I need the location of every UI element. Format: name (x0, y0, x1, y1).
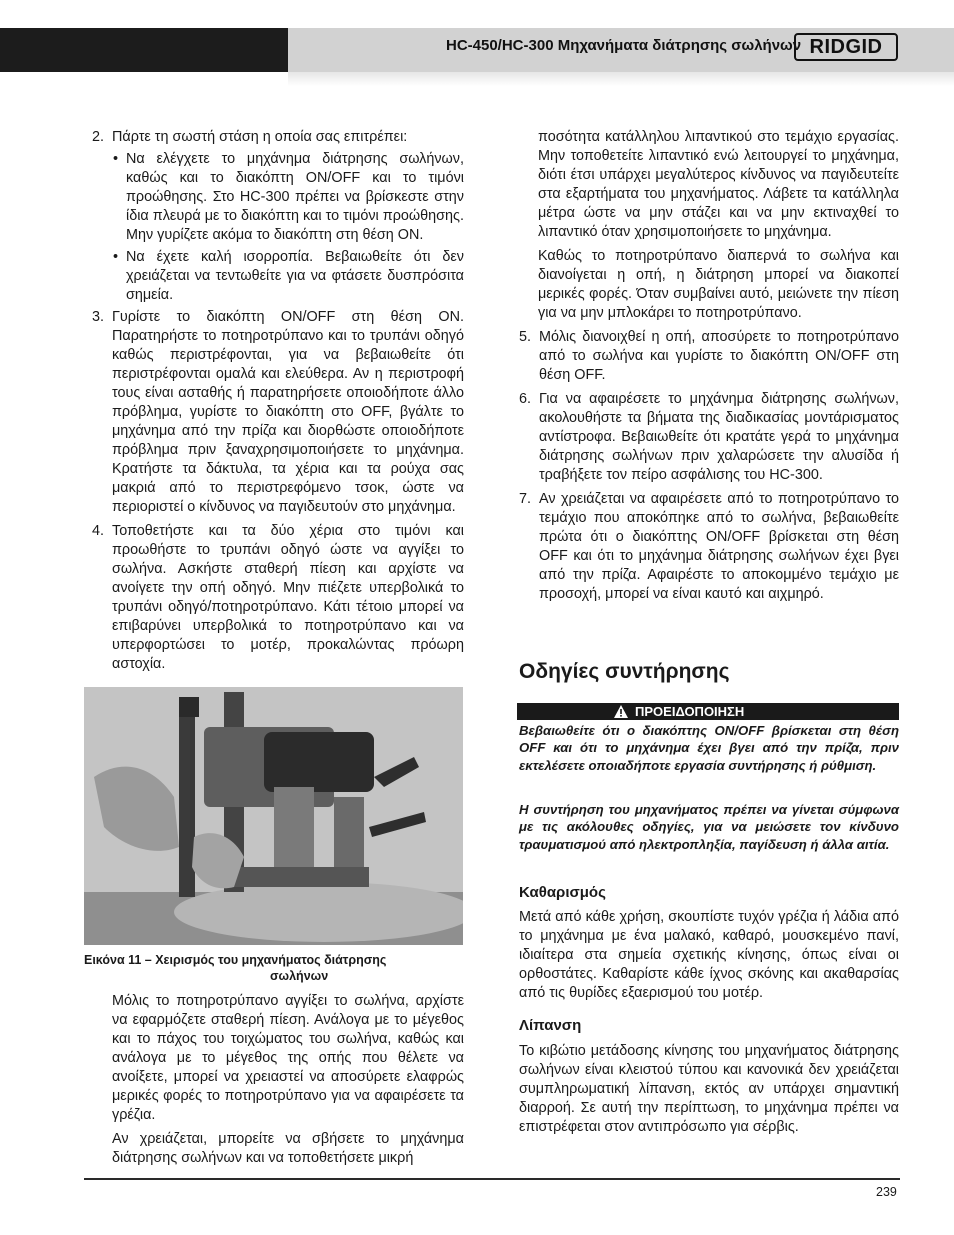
list-number: 2. (92, 129, 105, 145)
list-number: 5. (519, 329, 532, 345)
header-title: HC-450/HC-300 Μηχανήματα διάτρησης σωλήνων (446, 37, 802, 54)
warning-paragraph: Βεβαιωθείτε ότι ο διακόπτης ON/OFF βρίσκεται στη θέση OFF και ότι το μηχάνημα έχει βγει από την πρίζα, πριν εκτελέσετε οποιαδήποτε εργασία συντήρησης ή ρύθμιση. (519, 723, 899, 773)
left-column-bottom (112, 992, 464, 1168)
section-title: Οδηγίες συντήρησης (519, 660, 730, 683)
header-shadow (288, 72, 954, 86)
left-column (92, 128, 464, 674)
list-item-5 (519, 328, 899, 385)
figure-caption-line2: σωλήνων (270, 969, 329, 983)
warning-paragraph: Η συντήρηση του μηχανήματος πρέπει να γίνεται σύμφωνα με τις ακόλουθες οδηγίες, για να μειώσετε τον κίνδυνο τραυματισμού από ηλεκτροπληξία, παγίδευση ή άλλα αιτία. (519, 802, 899, 852)
list-number: 6. (519, 391, 532, 407)
list-item-3 (92, 308, 464, 517)
ridgid-logo: RIDGID (794, 33, 898, 61)
bullet-text: Να ελέγχετε το μηχάνημα διάτρησης σωλήνων, καθώς και το διακόπτη ON/OFF και το τιμόνι προώθησης. Στο HC-300 πρέπει να βρίσκεστε στην ίδια πλευρά με το διακόπτη και το τιμόνι προώθησης. Μην γυρίζετε ακόμα το διακόπτη στη θέση ON. (126, 151, 464, 243)
list-item-6 (519, 390, 899, 485)
header-black-band (0, 28, 288, 72)
paragraph: ποσότητα κατάλληλου λιπαντικού στο τεμάχιο εργασίας. Μην τοποθετείτε λιπαντικό ενώ λειτουργεί το μηχάνημα, διότι έτσι υπάρχει μεγαλύτερος κίνδυνος να παγιδευτείτε στα εξαρτήματα του μηχανήματος. Λάβετε τα κατάλληλα μέτρα ώστε να μην στάζει και να μην εκτιναχθεί το λιπαντικό όταν χρησιμοποιήσετε το μηχάνημα. (538, 129, 899, 240)
list-item-text: Για να αφαιρέσετε το μηχάνημα διάτρησης σωλήνων, ακολουθήστε τα βήματα της διαδικασίας μοντάρισματος αντίστροφα. Βεβαιωθείτε ότι κρατάτε γερά το μηχάνημα διάτρησης σωλήνων πριν χαλαρώσετε την αλυσίδα ή τραβήξετε τον πείρο ασφάλισης του HC-300. (539, 391, 899, 483)
list-item-text: Μόλις διανοιχθεί η οπή, αποσύρετε το ποτηροτρύπανο από το σωλήνα και γυρίστε το διακόπτη ON/OFF στη θέση OFF. (539, 329, 899, 383)
list-number: 4. (92, 523, 105, 539)
figure-caption (84, 952, 464, 984)
list-number: 7. (519, 491, 532, 507)
warning-label: ΠΡΟΕΙΔΟΠΟΙΗΣΗ (635, 704, 745, 719)
figure-caption-line1: Εικόνα 11 – Χειρισμός του μηχανήματος διάτρησης (84, 953, 387, 967)
bullet-icon: • (113, 151, 119, 167)
list-item-text: Αν χρειάζεται να αφαιρέσετε από το ποτηροτρύπανο το τεμάχιο που αποκόπηκε από το σωλήνα, βεβαιωθείτε πρώτα ότι ο διακόπτης ON/OFF βρίσκεται στη θέση OFF και ότι το μηχάνημα διάτρησης σωλήνων έχει βγει από την πρίζα. Αφαιρέστε το αποκομμένο τεμάχιο με προσοχή, μπορεί να είναι καυτό και αιχμηρό. (539, 491, 899, 602)
list-item-2 (92, 128, 464, 305)
lubrication-paragraph: Το κιβώτιο μετάδοσης κίνησης του μηχανήματος διάτρησης σωλήνων είναι κλειστού τύπου και κανονικά δεν χρειάζεται συμπληρωματική λίπανση, εκτός αν υπάρχει σημαντική διαρροή. Σε αυτή την περίπτωση, το μηχάνημα πρέπει να επιστρέφεται στον αντιπρόσωπο για σέρβις. (519, 1043, 899, 1135)
pipe-drilling-machine-photo (84, 687, 463, 945)
paragraph: Καθώς το ποτηροτρύπανο διαπερνά το σωλήνα και διανοίγεται η οπή, η διάτρηση μπορεί να διακοπεί μερικές φορές. Όταν συμβαίνει αυτό, μειώνετε την πίεση για να μην μπλοκάρει το ποτηροτρύπανο. (538, 248, 899, 321)
list-item-text: Γυρίστε το διακόπτη ON/OFF στη θέση ON. Παρατηρήστε το ποτηροτρύπανο και το τρυπάνι οδηγό καθώς περιστρέφονται, για να βεβαιωθείτε ότι περιστρέφονται ομαλά και ελεύθερα. Αν η περιστροφή τους είναι ασταθής ή παρατηρήσετε οποιοδήποτε άλλο πρόβλημα, γυρίστε το διακόπτη στο OFF, βγάλτε το μηχάνημα από την πρίζα και διορθώστε οποιοδήποτε πρόβλημα πριν ξαναχρησιμοποιήσετε το μηχάνημα. Κρατήστε τα δάκτυλα, τα χέρια και τα ρούχα σας μακριά από το περιστρεφόμενο τσοκ, ώστε να περιοριστεί ο κίνδυνος να παγιδευτούν στο μηχάνημα. (112, 309, 464, 515)
bullet-item (112, 248, 464, 305)
cleaning-paragraph: Μετά από κάθε χρήση, σκουπίστε τυχόν γρέζια ή λάδια από το μηχάνημα με ένα μαλακό, καθαρό, μουσκεμένο πανί, ιδιαίτερα στα σημεία σχετικής κίνησης, όπως είναι οι ορθοστάτες. Καθαρίστε κάθε ίχνος σκόνης και ακαθαρσίας από τις θυρίδες εξαερισμού του μοτέρ. (519, 909, 899, 1001)
subsection-title-lubrication: Λίπανση (519, 1017, 582, 1034)
bullet-item (112, 150, 464, 245)
figure-photo (84, 687, 463, 945)
list-number: 3. (92, 309, 105, 325)
footer-rule (84, 1178, 900, 1180)
paragraph: Αν χρειάζεται, μπορείτε να σβήσετε το μηχάνημα διάτρησης σωλήνων και να τοποθετήσετε μικρή (112, 1131, 464, 1166)
bullet-text: Να έχετε καλή ισορροπία. Βεβαιωθείτε ότι δεν χρειάζεται να τεντωθείτε για να φτάσετε δυσπρόσιτα σημεία. (126, 249, 464, 303)
list-item-7 (519, 490, 899, 604)
list-item-text: Τοποθετήστε και τα δύο χέρια στο τιμόνι και προωθήστε το τρυπάνι οδηγό ώστε να αγγίξει το σωλήνα. Ασκήστε σταθερή πίεση και αρχίστε να ανοίγετε την οπή οδηγό. Μην πιέζετε υπερβολικά το τρυπάνι οδηγό/ποτηροτρύπανο. Κάτι τέτοιο μπορεί να επιβαρύνει υπερβολικά το ποτηροτρύπανο και να υπερφορτώσει το μοτέρ, προκαλώντας πρόωρη αστοχία. (112, 523, 464, 672)
bullet-icon: • (113, 249, 119, 265)
list-item-4 (92, 522, 464, 674)
warning-bar (517, 703, 899, 720)
page-number: 239 (876, 1185, 897, 1199)
subsection-title-cleaning: Καθαρισμός (519, 884, 606, 901)
right-column (519, 128, 899, 604)
warning-triangle-icon (614, 705, 628, 718)
list-item-text: Πάρτε τη σωστή στάση η οποία σας επιτρέπει: (112, 129, 408, 145)
paragraph: Μόλις το ποτηροτρύπανο αγγίξει το σωλήνα, αρχίστε να εφαρμόζετε σταθερή πίεση. Ανάλογα με το μέγεθος και το πάχος του τοιχώματος του σωλήνα, καθώς και ανάλογα με το μέγεθος της οπής που θέλετε να ανοίξετε, μπορεί να χρειαστεί να αποσύρετε ελαφρώς μερικές φορές το ποτηροτρύπανο για να αφαιρέσετε τα γρέζια. (112, 993, 464, 1123)
